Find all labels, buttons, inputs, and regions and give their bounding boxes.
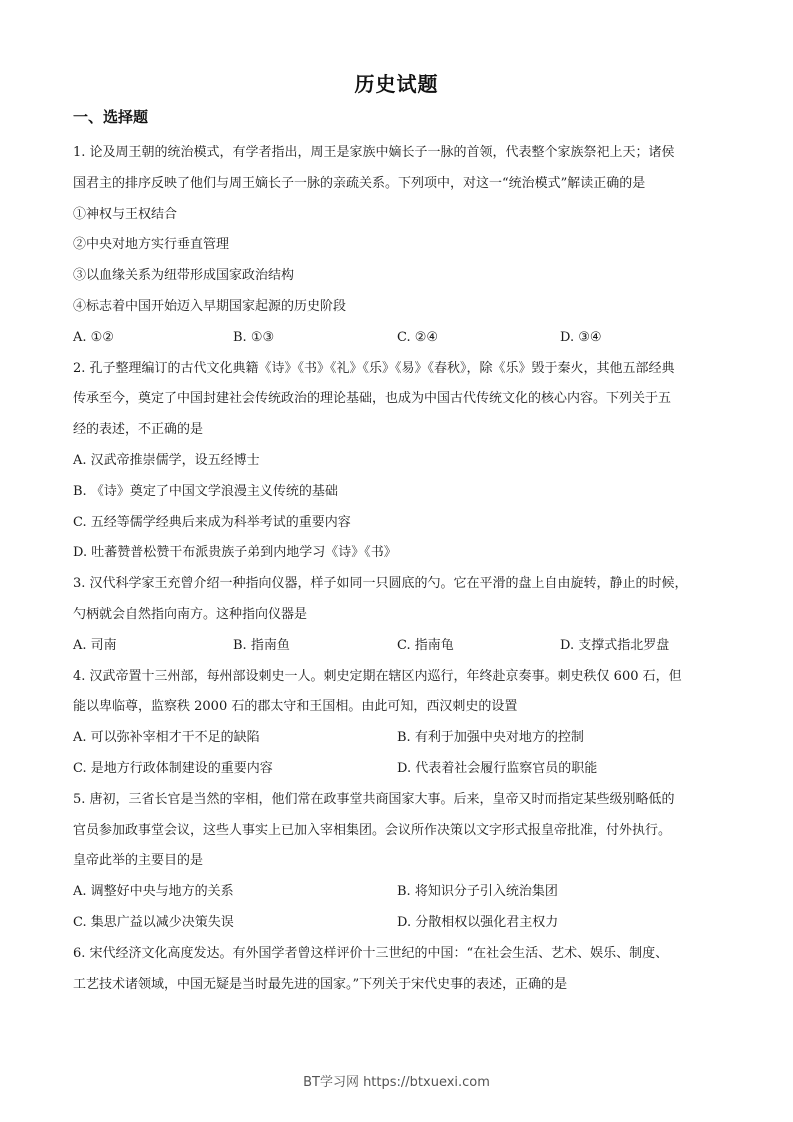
question-stem-line: 3. 汉代科学家王充曾介绍一种指向仪器，样子如同一只圆底的勺。它在平滑的盘上自由旋转，静止的时候，	[73, 576, 688, 592]
option-c: C. ②④	[397, 329, 439, 345]
question-stem-line: 皇帝此举的主要目的是	[73, 853, 204, 869]
option-d: D. 代表着社会履行监察官员的职能	[397, 760, 598, 776]
statement-3: ③以血缘关系为纽带形成国家政治结构	[73, 268, 295, 284]
question-2	[73, 354, 723, 570]
question-1	[73, 138, 723, 354]
option-b: B. ①③	[233, 329, 275, 345]
option-a: A. 司南	[73, 637, 117, 653]
option-c: C. 集思广益以减少决策失误	[73, 914, 234, 930]
question-stem-line: 工艺技术诸领域，中国无疑是当时最先进的国家。”下列关于宋代史事的表述，正确的是	[73, 976, 568, 992]
option-b: B. 将知识分子引入统治集团	[397, 884, 558, 900]
footer-watermark: BT学习网 https://btxuexi.com	[303, 1075, 490, 1090]
question-3	[73, 569, 723, 661]
options-row	[73, 723, 723, 754]
option-c: C. 是地方行政体制建设的重要内容	[73, 760, 273, 776]
question-stem-line: 4. 汉武帝置十三州部，每州部设刺史一人。刺史定期在辖区内巡行，年终赴京奏事。刺史秩仅 600 石，但	[73, 668, 682, 684]
question-stem-line: 2. 孔子整理编订的古代文化典籍《诗》《书》《礼》《乐》《易》《春秋》，除《乐》毁于秦火，其他五部经典	[73, 360, 675, 376]
question-stem-line: 5. 唐初，三省长官是当然的宰相，他们常在政事堂共商国家大事。后来，皇帝又时而指定某些级别略低的	[73, 791, 675, 807]
option-c: C. 五经等儒学经典后来成为科举考试的重要内容	[73, 514, 351, 530]
question-stem-line: 传承至今，奠定了中国封建社会传统政治的理论基础，也成为中国古代传统文化的核心内容。下列关于五	[73, 391, 672, 407]
section-heading: 一、选择题	[73, 108, 149, 126]
question-stem-line: 1. 论及周王朝的统治模式，有学者指出，周王是家族中嫡长子一脉的首领，代表整个家族祭祀上天；诸侯	[73, 145, 675, 160]
question-list	[73, 138, 723, 1000]
option-b: B. 指南鱼	[233, 637, 290, 653]
option-d: D. 分散相权以强化君主权力	[397, 914, 559, 930]
option-d: D. 吐蕃赞普松赞干布派贵族子弟到内地学习《诗》《书》	[73, 545, 397, 561]
option-a: A. ①②	[73, 329, 114, 345]
options-row	[73, 877, 723, 908]
page-title: 历史试题	[354, 72, 439, 96]
option-b: B. 有利于加强中央对地方的控制	[397, 730, 584, 746]
question-stem-line: 能以卑临尊，监察秩 2000 石的郡太守和王国相。由此可知，西汉刺史的设置	[73, 699, 518, 715]
options-row	[73, 631, 723, 662]
question-4	[73, 662, 723, 785]
options-row	[73, 754, 723, 785]
option-c: C. 指南龟	[397, 637, 454, 653]
question-6	[73, 939, 723, 1001]
option-a: A. 调整好中央与地方的关系	[73, 884, 234, 900]
statement-1: ①神权与王权结合	[73, 206, 178, 222]
question-5	[73, 785, 723, 939]
option-a: A. 汉武帝推崇儒学，设五经博士	[73, 452, 260, 468]
question-stem-line: 勺柄就会自然指向南方。这种指向仪器是	[73, 606, 308, 622]
question-stem-line: 经的表述，不正确的是	[73, 422, 204, 438]
option-d: D. ③④	[560, 329, 602, 345]
statement-2: ②中央对地方实行垂直管理	[73, 237, 230, 253]
statement-4: ④标志着中国开始迈入早期国家起源的历史阶段	[73, 298, 347, 314]
option-d: D. 支撑式指北罗盘	[560, 637, 670, 653]
options-row	[73, 323, 723, 354]
option-b: B. 《诗》奠定了中国文学浪漫主义传统的基础	[73, 483, 338, 499]
question-stem-line: 官员参加政事堂会议，这些人事实上已加入宰相集团。会议所作决策以文字形式报皇帝批准，付外执行。	[73, 822, 672, 838]
question-stem-line: 6. 宋代经济文化高度发达。有外国学者曾这样评价十三世纪的中国：“在社会生活、艺术、娱乐、制度、	[73, 945, 669, 961]
option-a: A. 可以弥补宰相才干不足的缺陷	[73, 730, 260, 746]
options-row	[73, 908, 723, 939]
question-stem-line: 国君主的排序反映了他们与周王嫡长子一脉的亲疏关系。下列项中，对这一“统治模式”解读正确的是	[73, 175, 646, 191]
